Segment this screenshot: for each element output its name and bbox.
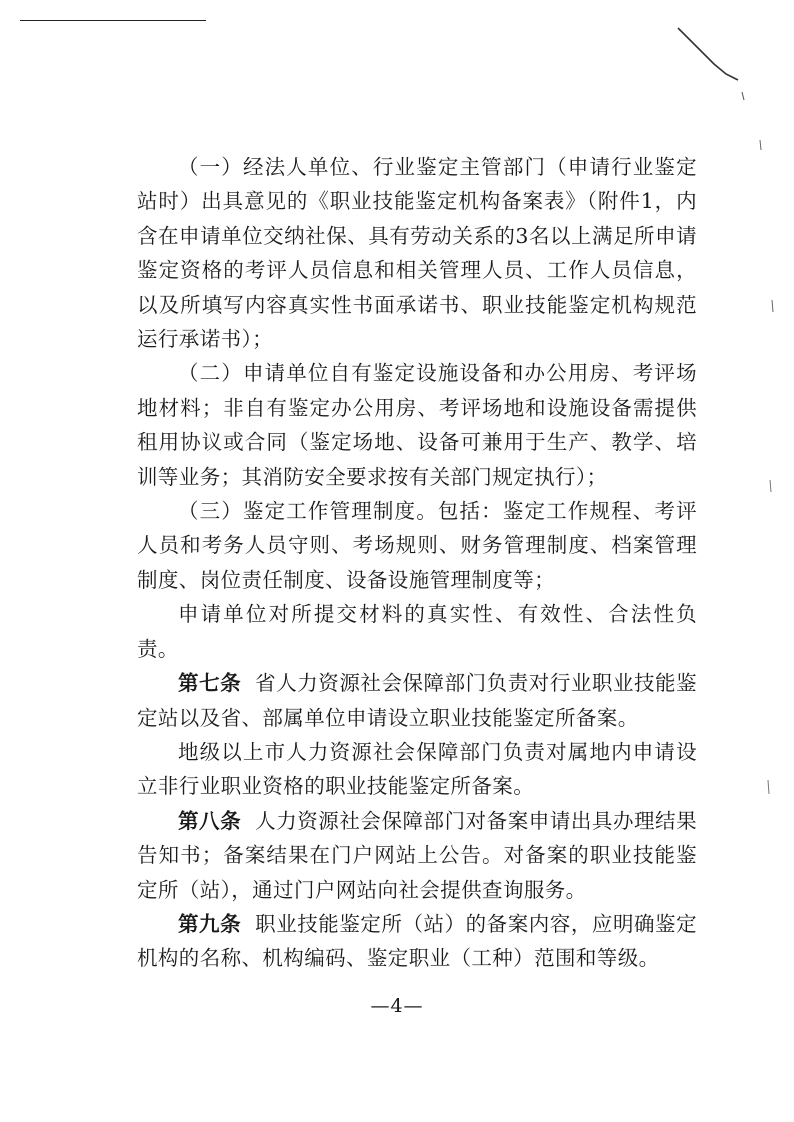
document-body bbox=[137, 150, 697, 976]
paragraph-1 bbox=[137, 150, 697, 356]
article-8 bbox=[137, 804, 697, 907]
paragraph-text: 人力资源社会保障部门对备案申请出具办理结果告知书；备案结果在门户网站上公告。对备案的职业技能鉴定所（站），通过门户网站向社会提供查询服务。 bbox=[137, 808, 698, 902]
header-rule bbox=[20, 20, 206, 21]
scan-edge-mark bbox=[768, 780, 769, 794]
paragraph-text: 职业技能鉴定所（站）的备案内容，应明确鉴定机构的名称、机构编码、鉴定职业（工种）范围和等级。 bbox=[137, 911, 698, 971]
article-heading: 第九条 bbox=[178, 911, 242, 936]
page-number: —4— bbox=[370, 995, 424, 1017]
paragraph-6 bbox=[137, 735, 697, 804]
paragraph-3 bbox=[137, 494, 697, 597]
scan-edge-mark bbox=[770, 480, 771, 492]
paragraph-text: （二）申请单位自有鉴定设施设备和办公用房、考评场地材料；非自有鉴定办公用房、考评场地和设施设备需提供租用协议或合同（鉴定场地、设备可兼用于生产、教学、培训等业务；其消防安全要求按有关部门规定执行）； bbox=[137, 361, 697, 489]
paragraph-text: （三）鉴定工作管理制度。包括：鉴定工作规程、考评人员和考务人员守则、考场规则、财务管理制度、档案管理制度、岗位责任制度、设备设施管理制度等； bbox=[137, 499, 697, 592]
scan-edge-mark bbox=[772, 300, 773, 312]
article-heading: 第八条 bbox=[178, 808, 242, 833]
scan-edge-mark bbox=[760, 140, 761, 150]
paragraph-text: 省人力资源社会保障部门负责对行业职业技能鉴定站以及省、部属单位申请设立职业技能鉴定所备案。 bbox=[137, 671, 698, 730]
paragraph-text: 地级以上市人力资源社会保障部门负责对属地内申请设立非行业职业资格的职业技能鉴定所备案。 bbox=[137, 739, 697, 799]
article-9 bbox=[137, 907, 697, 976]
paragraph-2 bbox=[137, 356, 697, 494]
article-heading: 第七条 bbox=[178, 671, 242, 696]
scan-corner-mark bbox=[678, 28, 738, 80]
article-7 bbox=[137, 666, 697, 735]
paragraph-text: 申请单位对所提交材料的真实性、有效性、合法性负责。 bbox=[137, 602, 697, 661]
scan-edge-mark bbox=[742, 92, 744, 100]
paragraph-4 bbox=[137, 597, 697, 666]
paragraph-text: （一）经法人单位、行业鉴定主管部门（申请行业鉴定站时）出具意见的《职业技能鉴定机构备案表》（附件1，内含在申请单位交纳社保、具有劳动关系的3名以上满足所申请鉴定资格的考评人员信息和相关管理人员、工作人员信息，以及所填写内容真实性书面承诺书、职业技能鉴定机构规范运行承诺书）； bbox=[137, 155, 697, 352]
